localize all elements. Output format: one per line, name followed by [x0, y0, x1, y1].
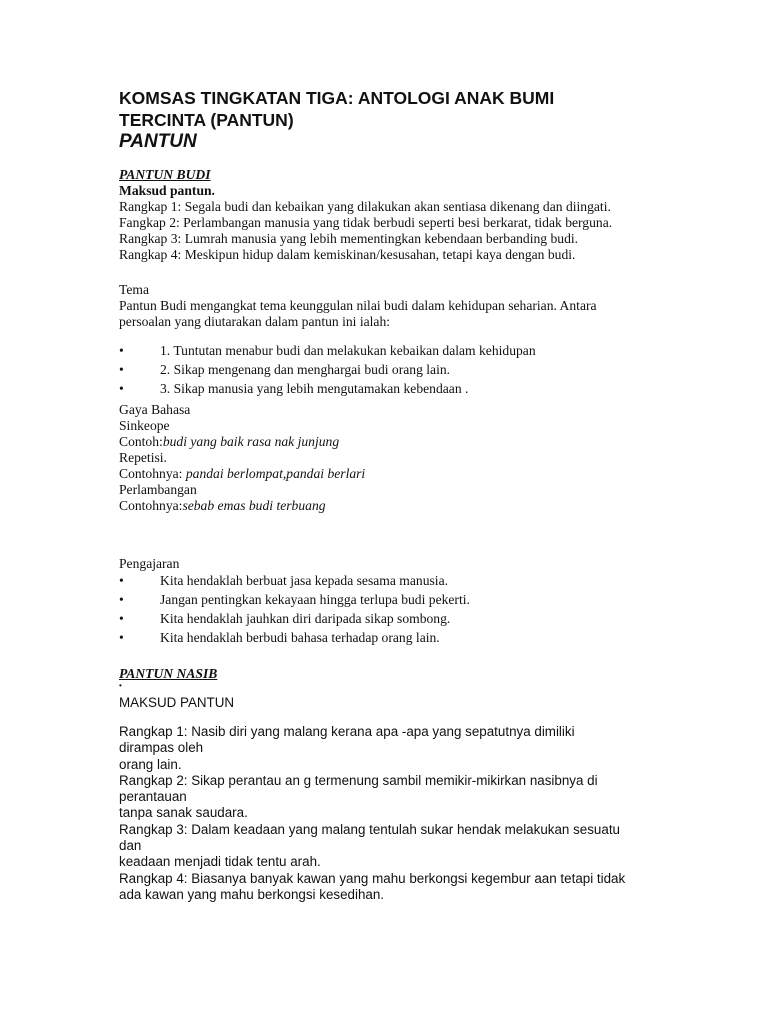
pantun-nasib-heading: PANTUN NASIB	[119, 666, 218, 681]
bullet: •	[119, 381, 124, 396]
title-line-1: KOMSAS TINGKATAN TIGA: ANTOLOGI ANAK BUMI	[119, 88, 555, 108]
pengajaran-1: Kita hendaklah berbuat jasa kepada sesama manusia.	[160, 573, 448, 588]
list-item	[119, 609, 679, 628]
repetisi-label: Repetisi.	[119, 450, 167, 465]
bullet: •	[119, 611, 124, 626]
bullet: •	[119, 630, 124, 645]
list-item	[119, 571, 679, 590]
persoalan-2: 2. Sikap mengenang dan menghargai budi orang lain.	[160, 362, 451, 377]
contoh-prefix: Contohnya:	[119, 466, 186, 481]
nasib-line-10: Rangkap 4: Biasanya banyak kawan yang mahu berkongsi kegembur aan tetapi tidak	[119, 870, 626, 886]
pengajaran-3: Kita hendaklah jauhkan diri daripada sikap sombong.	[160, 611, 451, 626]
contoh-text: pandai berlompat,pandai berlari	[185, 466, 366, 481]
nasib-line-8: dan	[119, 838, 142, 854]
pengajaran-list	[119, 571, 679, 647]
list-item	[119, 379, 679, 398]
tema-label: Tema	[119, 282, 149, 297]
nasib-line-4: Rangkap 2: Sikap perantau an g termenung sambil memikir-mikirkan nasibnya di	[119, 772, 598, 788]
rangkap-2: Fangkap 2: Perlambangan manusia yang tidak berbudi seperti besi berkarat, tidak berguna.	[119, 215, 613, 230]
gaya-bahasa-block	[119, 402, 365, 514]
section-subtitle: PANTUN	[119, 131, 197, 152]
list-item	[119, 590, 679, 609]
nasib-line-2: dirampas oleh	[119, 740, 204, 756]
contoh-prefix: Contoh:	[119, 434, 163, 449]
nasib-line-3: orang lain.	[119, 756, 182, 772]
tema-block	[119, 282, 597, 330]
nasib-line-11: ada kawan yang mahu berkongsi kesedihan.	[119, 886, 385, 902]
small-bullet: •	[119, 681, 122, 690]
contoh-perlambangan	[119, 498, 365, 514]
bullet: •	[119, 343, 124, 358]
list-item	[119, 360, 679, 379]
pantun-nasib-body	[119, 724, 625, 903]
maksud-pantun-label: Maksud pantun.	[119, 183, 215, 198]
persoalan-1: 1. Tuntutan menabur budi dan melakukan kebaikan dalam kehidupan	[160, 343, 536, 358]
pengajaran-4: Kita hendaklah berbudi bahasa terhadap orang lain.	[160, 630, 440, 645]
list-item	[119, 628, 679, 647]
gaya-bahasa-label: Gaya Bahasa	[119, 402, 191, 417]
nasib-line-1: Rangkap 1: Nasib diri yang malang kerana apa -apa yang sepatutnya dimiliki	[119, 724, 575, 739]
rangkap-1: Rangkap 1: Segala budi dan kebaikan yang dilakukan akan sentiasa dikenang dan diingati.	[119, 199, 611, 214]
persoalan-3: 3. Sikap manusia yang lebih mengutamakan kebendaan .	[160, 381, 469, 396]
nasib-line-5: perantauan	[119, 789, 187, 805]
bullet: •	[119, 592, 124, 607]
contoh-text: sebab emas budi terbuang	[182, 498, 326, 513]
bullet: •	[119, 362, 124, 377]
pengajaran-label: Pengajaran	[119, 556, 180, 571]
tema-line-2: persoalan yang diutarakan dalam pantun ini ialah:	[119, 314, 391, 329]
pantun-budi-section	[119, 167, 612, 263]
contoh-sinkeope	[119, 434, 365, 450]
maksud-pantun-nasib-label: MAKSUD PANTUN	[119, 695, 235, 710]
pantun-budi-heading: PANTUN BUDI	[119, 167, 211, 182]
rangkap-3: Rangkap 3: Lumrah manusia yang lebih mementingkan kebendaan berbanding budi.	[119, 231, 579, 246]
perlambangan-label: Perlambangan	[119, 482, 197, 497]
document-title	[119, 87, 554, 131]
sinkeope-label: Sinkeope	[119, 418, 170, 433]
tema-line-1: Pantun Budi mengangkat tema keunggulan nilai budi dalam kehidupan seharian. Antara	[119, 298, 597, 313]
title-line-2: TERCINTA (PANTUN)	[119, 110, 294, 130]
nasib-line-9: keadaan menjadi tidak tentu arah.	[119, 854, 321, 870]
list-item	[119, 341, 679, 360]
contoh-prefix: Contohnya:	[119, 498, 183, 513]
nasib-line-6: tanpa sanak saudara.	[119, 805, 248, 821]
contoh-repetisi	[119, 466, 365, 482]
nasib-line-7: Rangkap 3: Dalam keadaan yang malang tentulah sukar hendak melakukan sesuatu	[119, 821, 620, 837]
pengajaran-2: Jangan pentingkan kekayaan hingga terlupa budi pekerti.	[160, 592, 470, 607]
contoh-text: budi yang baik rasa nak junjung	[162, 434, 340, 449]
persoalan-list	[119, 341, 679, 398]
bullet: •	[119, 573, 124, 588]
rangkap-4: Rangkap 4: Meskipun hidup dalam kemiskinan/kesusahan, tetapi kaya dengan budi.	[119, 247, 576, 262]
